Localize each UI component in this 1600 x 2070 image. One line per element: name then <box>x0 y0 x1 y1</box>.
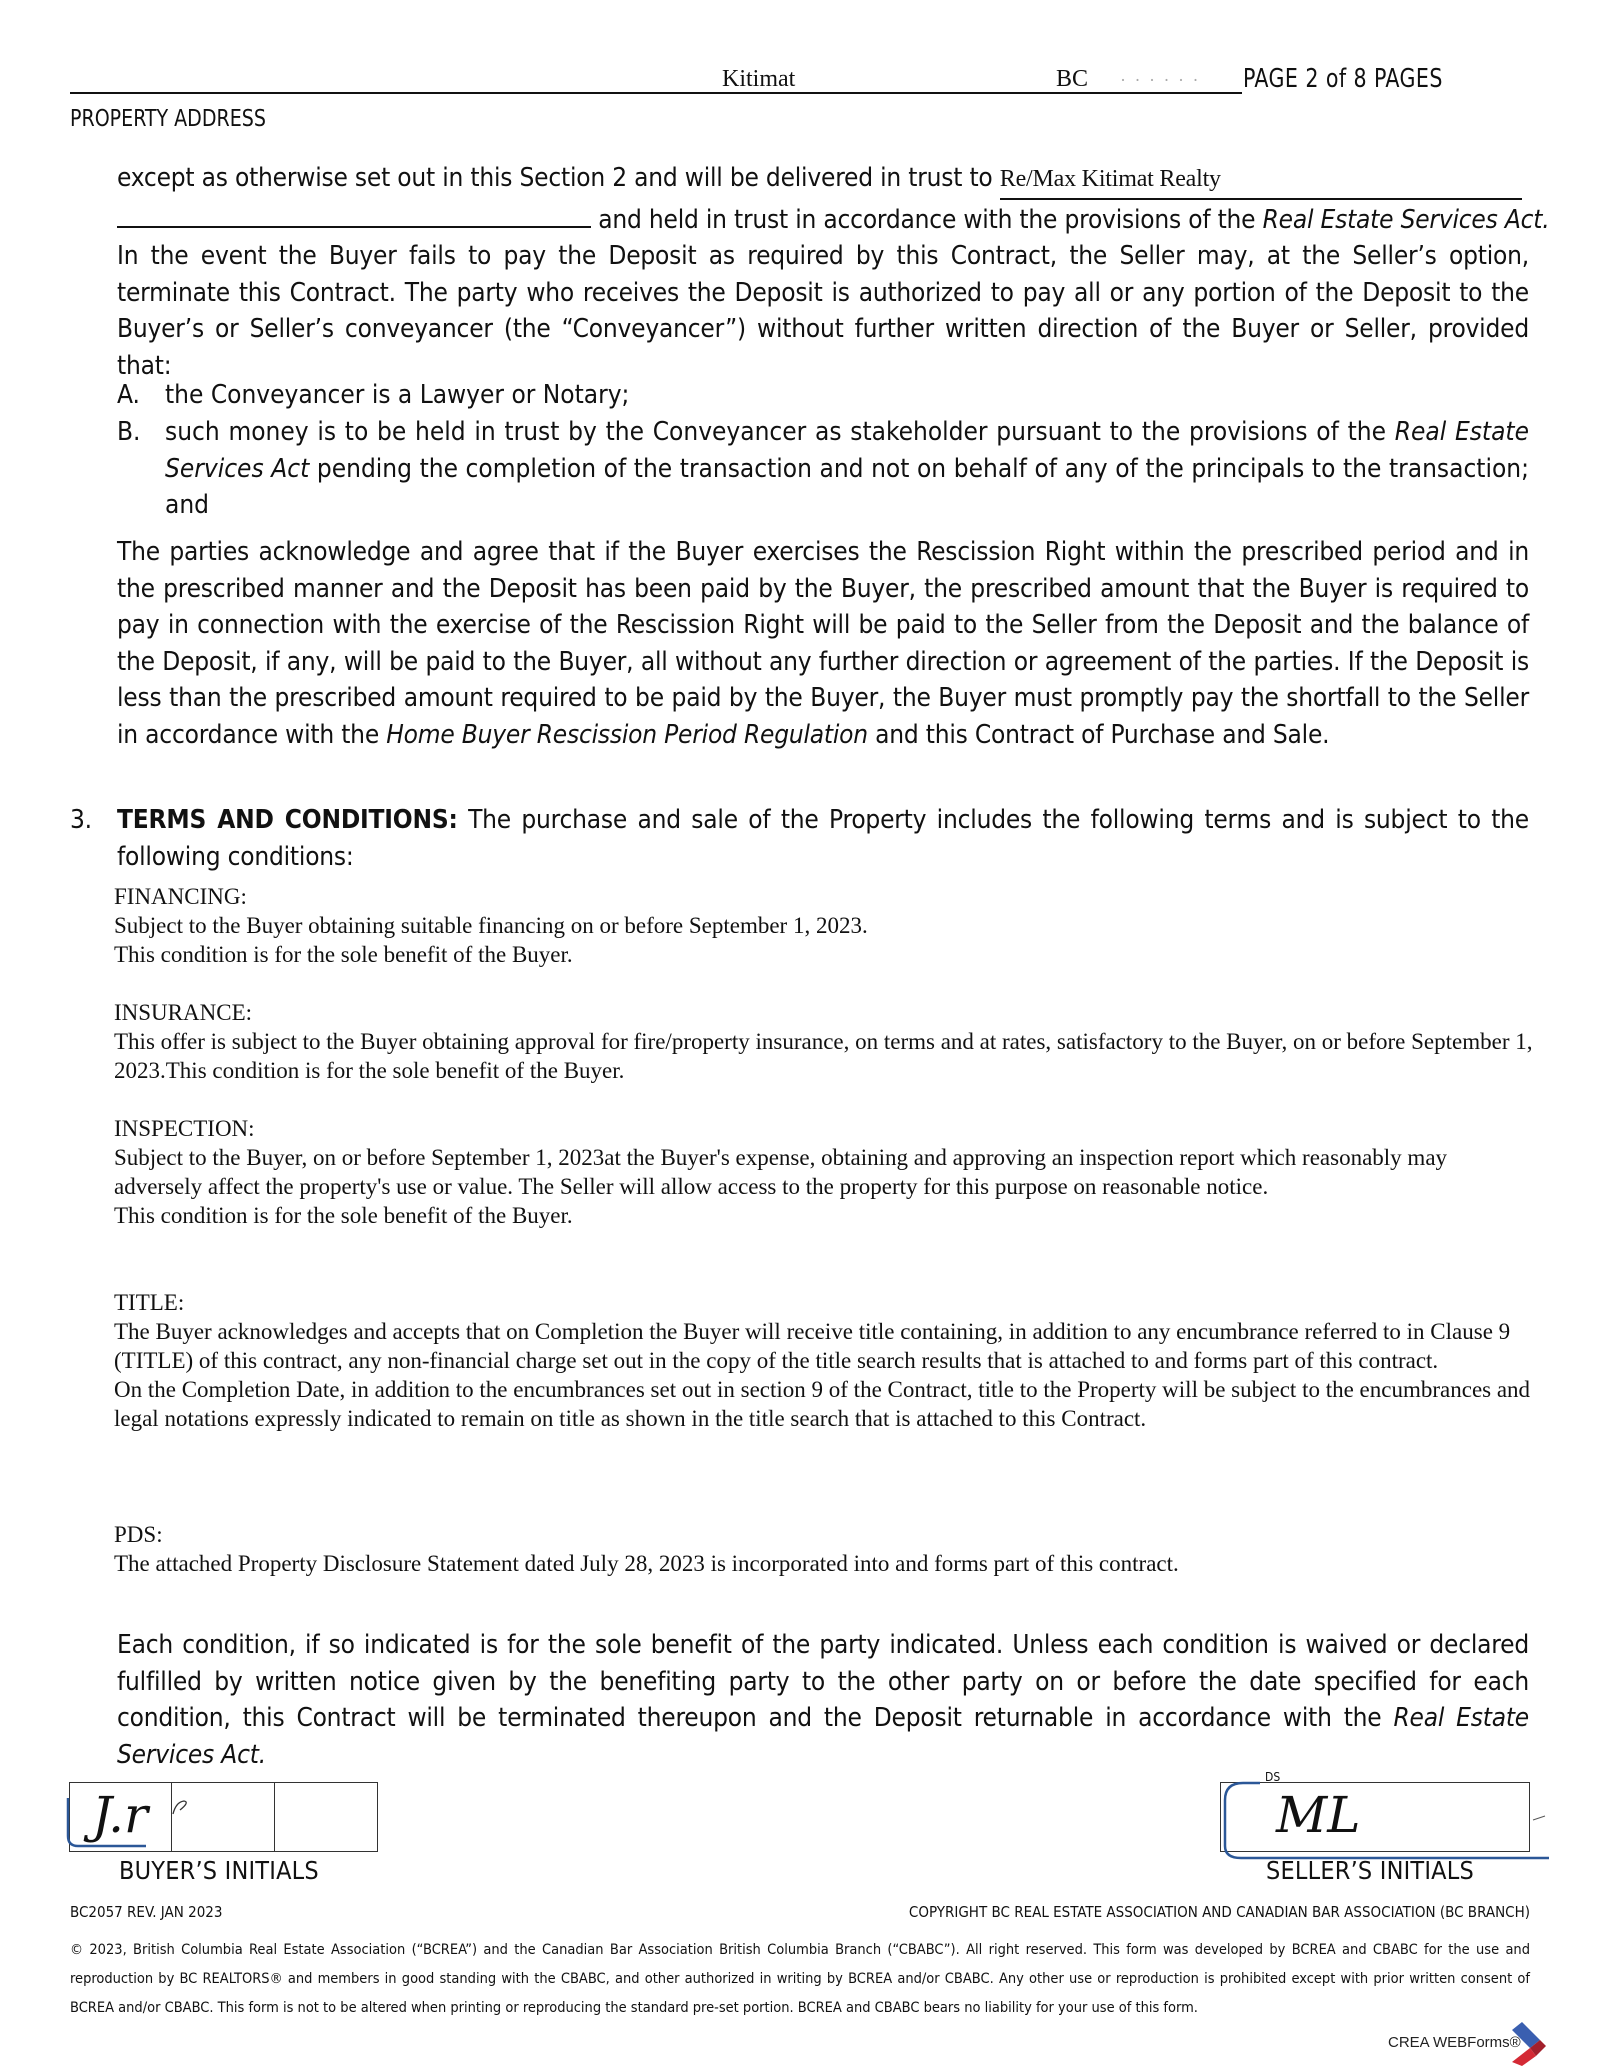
regulation-reference: Home Buyer Rescission Period Regulation <box>386 719 868 750</box>
condition-title: FINANCING: <box>114 884 247 909</box>
deposit-trust-clause <box>117 160 1550 384</box>
copyright-line: COPYRIGHT BC REAL ESTATE ASSOCIATION AND CANADIAN BAR ASSOCIATION (BC BRANCH) <box>908 1903 1530 1921</box>
act-reference: Real Estate Services Act <box>165 417 1529 484</box>
act-reference: Real Estate Services Act. <box>117 1703 1529 1770</box>
docusign-bracket-icon <box>60 1780 180 1860</box>
conditions-closing-paragraph: Each condition, if so indicated is for the sole benefit of the party indicated. Unless each condition is waived or declared fulfilled by written notice given by the benefiting party to the other party on or before the date specified for each condition, this Contract will be terminated thereupon and the Deposit returnable in accordance with the Real Estate Services Act. <box>117 1630 1529 1770</box>
signature-stroke-icon <box>170 1798 194 1818</box>
list-marker: A. <box>117 380 140 410</box>
seller-docusign-tag: DS <box>1265 1770 1281 1784</box>
condition-title-clause: TITLE: The Buyer acknowledges and accepts that on Completion the Buyer will receive title containing, in addition to any encumbrance referred to in Clause 9 (TITLE) of this contract, any non-financial charge set out in the copy of the title search results that is attached to and forms part of this contract. On the Completion Date, in addition to the encumbrances set out in section 9 of the Contract, title to the Property will be subject to the encumbrances and legal notations expressly indicated to remain on title as shown in the title search that is attached to this Contract. <box>114 1288 1534 1433</box>
brand-label: CREA WEBForms® <box>1388 2034 1521 2051</box>
property-city: Kitimat <box>722 66 796 92</box>
section-heading: TERMS AND CONDITIONS: <box>117 805 458 835</box>
form-code: BC2057 REV. JAN 2023 <box>70 1903 223 1921</box>
condition-inspection: INSPECTION: Subject to the Buyer, on or before September 1, 2023at the Buyer's expense, obtaining and approving an inspection report which reasonably may adversely affect the property's use or value. The Seller will allow access to the property for this purpose on reasonable notice. This condition is for the sole benefit of the Buyer. <box>114 1114 1534 1230</box>
property-province: BC <box>1056 66 1089 92</box>
rescission-paragraph: The parties acknowledge and agree that if the Buyer exercises the Rescission Right within the prescribed period and in the prescribed manner and the Deposit has been paid by the Buyer, the prescribed amount that the Buyer is required to pay in connection with the exercise of the Rescission Right will be paid to the Seller from the Deposit and the balance of the Deposit, if any, will be paid to the Buyer, all without any further direction or agreement of the parties. If the Deposit is less than the prescribed amount required to be paid by the Buyer, the Buyer must promptly pay the shortfall to the Seller in accordance with the Home Buyer Rescission Period Regulation and this Contract of Purchase and Sale. <box>117 537 1529 750</box>
list-marker: B. <box>117 417 141 447</box>
condition-title: INSPECTION: <box>114 1116 255 1141</box>
seller-signature: ML <box>1276 1786 1361 1844</box>
condition-pds: PDS: The attached Property Disclosure Statement dated July 28, 2023 is incorporated into and forms part of this contract. <box>114 1520 1534 1578</box>
buyer-initials-box-3[interactable] <box>274 1782 378 1852</box>
deposit-condition-a <box>117 377 1529 414</box>
condition-financing: FINANCING: Subject to the Buyer obtaining suitable financing on or before September 1, 2023. This condition is for the sole benefit of the Buyer. <box>114 882 1534 969</box>
terms-section-header <box>70 802 1529 875</box>
condition-title: TITLE: <box>114 1290 185 1315</box>
deposit-trust-suffix: and held in trust in accordance with the provisions of the <box>591 204 1263 235</box>
buyer-signature: J.r <box>92 1786 148 1844</box>
condition-title: PDS: <box>114 1522 163 1547</box>
deposit-trust-prefix: except as otherwise set out in this Section 2 and will be delivered in trust to <box>117 163 1000 193</box>
list-text: such money is to be held in trust by the Conveyancer as stakeholder pursuant to the provisions of the Real Estate Services Act pending the completion of the transaction and not on behalf of any of the principals to the transaction; and <box>165 417 1529 520</box>
trustee-field-continued <box>117 200 591 228</box>
trustee-value: Re/Max Kitimat Realty <box>999 166 1221 192</box>
crea-logo-icon <box>1508 2022 1548 2066</box>
buyer-initials-label: BUYER’S INITIALS <box>119 1856 319 1885</box>
condition-insurance: INSURANCE: This offer is subject to the Buyer obtaining approval for fire/property insurance, on terms and at rates, satisfactory to the Buyer, on or before September 1, 2023.This condition is for the sole benefit of the Buyer. <box>114 1000 1533 1083</box>
property-postal-code: · · · · · · <box>1120 70 1201 90</box>
legal-notice: © 2023, British Columbia Real Estate Association (“BCREA”) and the Canadian Bar Association British Columbia Branch (“CBABC”). All right reserved. This form was developed by BCREA and CBABC for the use and reproduction by BC REALTORS® and members in good standing with the CBABC, and other authorized in writing by BCREA and/or CBABC. Any other use or reproduction is prohibited except with prior written consent of BCREA and/or CBABC. This form is not to be altered when printing or reproducing the standard pre-set portion. BCREA and CBABC bears no liability for your use of this form. <box>70 1942 1530 2016</box>
trustee-field <box>1000 160 1522 200</box>
section-number: 3. <box>70 805 92 835</box>
list-text: the Conveyancer is a Lawyer or Notary; <box>165 380 630 410</box>
page-indicator: PAGE 2 of 8 PAGES <box>1243 64 1443 94</box>
section-intro: The purchase and sale of the Property includes the following terms and is subject to the following conditions: <box>117 805 1529 872</box>
deposit-paragraph: In the event the Buyer fails to pay the Deposit as required by this Contract, the Seller may, at the Seller’s option, terminate this Contract. The party who receives the Deposit is authorized to pay all or any portion of the Deposit to the Buyer’s or Seller’s conveyancer (the “Conveyancer”) without further written direction of the Buyer or Seller, provided that: <box>117 241 1529 381</box>
seller-initials-label: SELLER’S INITIALS <box>1266 1856 1474 1885</box>
condition-title: INSURANCE: <box>114 1000 253 1025</box>
deposit-condition-b <box>117 414 1529 524</box>
property-address-label: PROPERTY ADDRESS <box>70 106 266 132</box>
act-reference: Real Estate Services Act. <box>1262 204 1550 235</box>
